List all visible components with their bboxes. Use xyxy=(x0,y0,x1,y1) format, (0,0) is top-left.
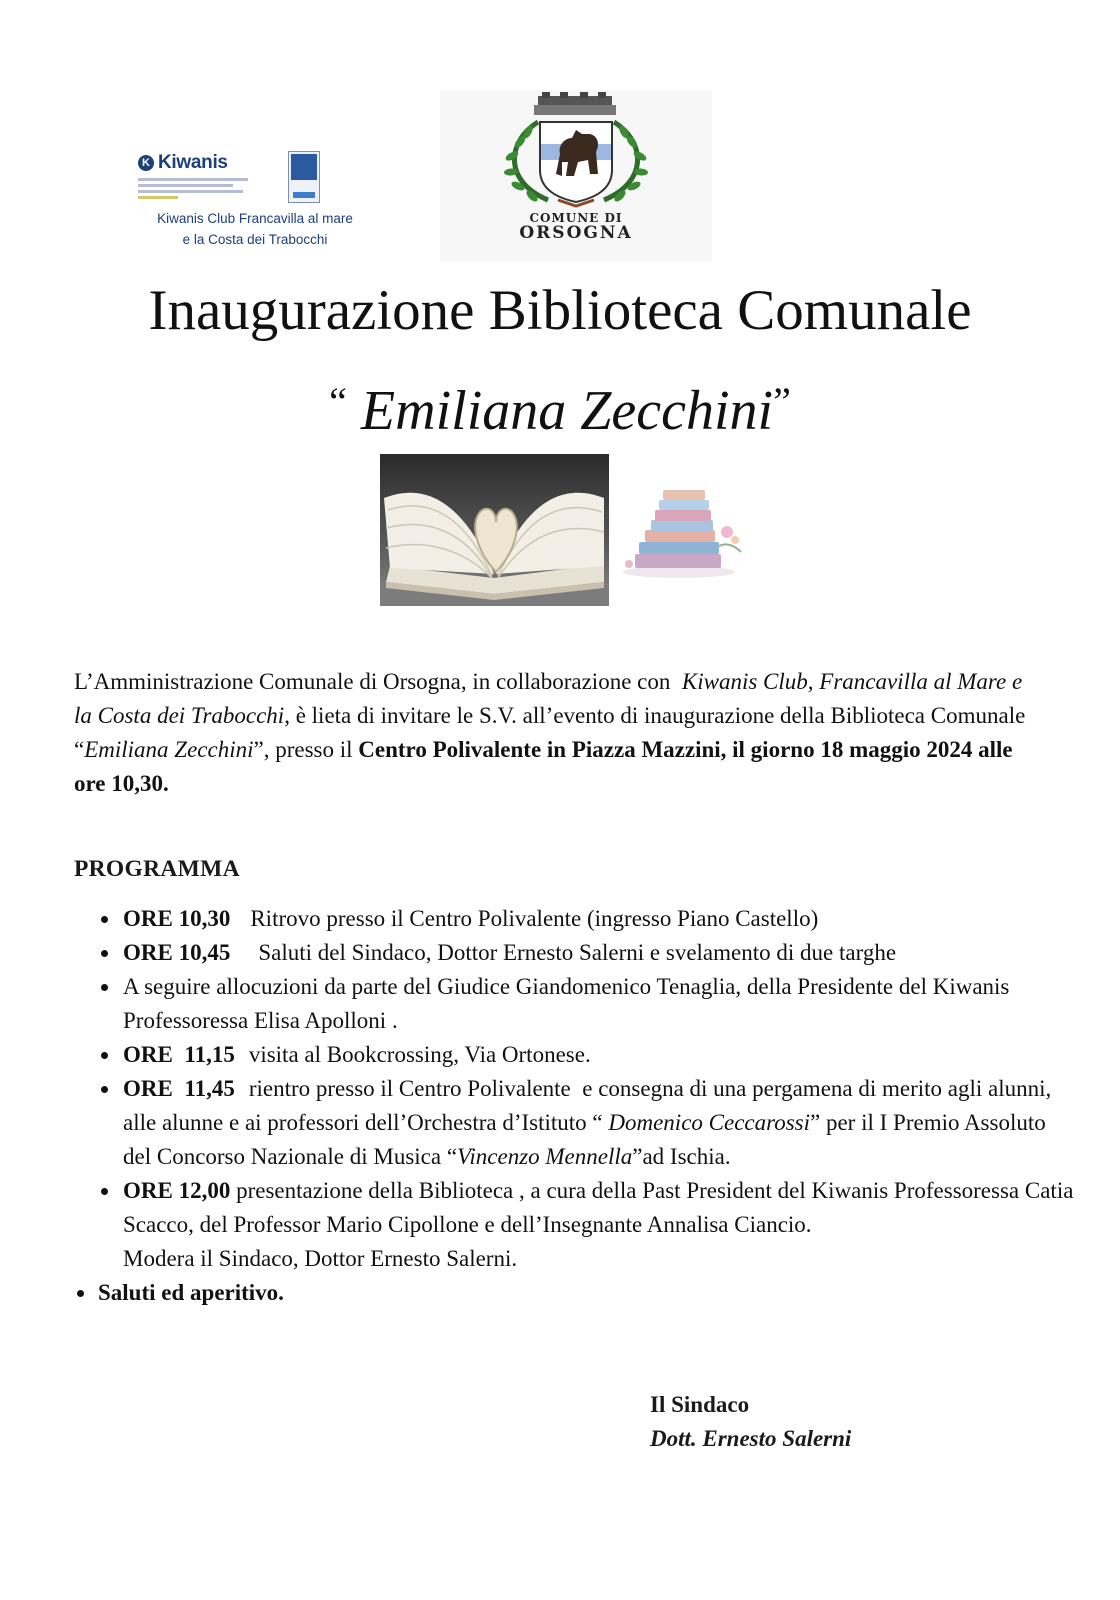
comune-label: COMUNE DI xyxy=(529,211,623,225)
page-title: Inaugurazione Biblioteca Comunale xyxy=(148,279,972,342)
list-item: ORE 12,00 presentazione della Biblioteca , a cura della Past President del Kiwanis Professoressa Catia Scacco, del Professor Mario Cipollone e dell’Insegnante Annalisa Ciancio. Modera il Sindaco, Dottor Ernesto Salerni. xyxy=(74,1174,1074,1276)
library-name: “ Emiliana Zecchini” xyxy=(329,379,791,442)
comune-name: ORSOGNA xyxy=(519,223,633,243)
list-item-closing: Saluti ed aperitivo. xyxy=(74,1276,1074,1310)
book-stack-image xyxy=(615,480,755,580)
kiwanis-logo-word: Kiwanis xyxy=(158,152,228,173)
open-book-heart-image xyxy=(380,454,609,606)
signature xyxy=(650,1388,851,1456)
programma-heading: PROGRAMMA xyxy=(74,856,240,882)
kiwanis-club-name: Kiwanis Club Francavilla al mare e la Costa dei Trabocchi xyxy=(157,211,353,247)
kids-badge-icon xyxy=(288,151,320,203)
kiwanis-logo-icon: K Kiwanis xyxy=(138,152,228,174)
list-item: ORE 10,30 Ritrovo presso il Centro Polivalente (ingresso Piano Castello) xyxy=(74,902,1074,936)
list-item: A seguire allocuzioni da parte del Giudice Giandomenico Tenaglia, della Presidente del Kiwanis Professoressa Elisa Apolloni . xyxy=(74,970,1074,1038)
programma-list xyxy=(74,902,1074,1310)
kiwanis-logo xyxy=(130,148,380,258)
intro-paragraph: L’Amministrazione Comunale di Orsogna, in collaborazione con Kiwanis Club, Francavilla al Mare e la Costa dei Trabocchi, è lieta di invitare le S.V. all’evento di inaugurazione della Biblioteca Comunale “Emiliana Zecchini”, presso il Centro Polivalente in Piazza Mazzini, il giorno 18 maggio 2024 alle ore 10,30. xyxy=(74,669,1026,796)
orsogna-crest xyxy=(440,90,712,262)
list-item: ORE 10,45 Saluti del Sindaco, Dottor Ernesto Salerni e svelamento di due targhe xyxy=(74,936,1074,970)
orsogna-crest-icon xyxy=(498,92,654,210)
list-item: ORE 11,45 rientro presso il Centro Polivalente e consegna di una pergamena di merito agli alunni, alle alunne e ai professori dell’Orchestra d’Istituto “ Domenico Ceccarossi” per il I Premio Assoluto del Concorso Nazionale di Musica “Vincenzo Mennella”ad Ischia. xyxy=(74,1072,1074,1174)
list-item: ORE 11,15 visita al Bookcrossing, Via Ortonese. xyxy=(74,1038,1074,1072)
signature-role: Il Sindaco xyxy=(650,1392,750,1417)
signature-name: Dott. Ernesto Salerni xyxy=(650,1426,852,1451)
moderator-line: Modera il Sindaco, Dottor Ernesto Salerni. xyxy=(123,1246,518,1271)
